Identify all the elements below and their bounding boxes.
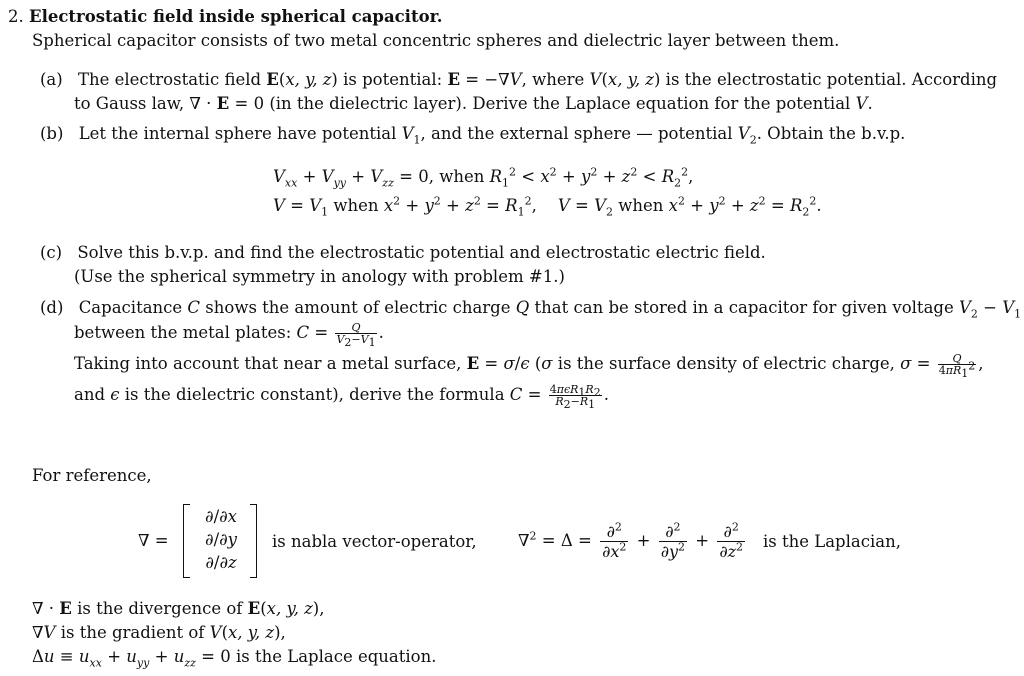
part-b-label: (b)	[40, 124, 64, 143]
part-d-line1: (d) Capacitance C shows the amount of electric charge Q that can be stored in a capacitor for given voltage $V_2 - V_1$	[40, 298, 1022, 321]
bvp-equation-2: $V = V_1$ when $x^2 + y^2 + z^2 = R_1^2$, $V = V_2$ when $x^2 + y^2 + z^2 = R_2^2$.	[273, 194, 822, 219]
problem-intro: Spherical capacitor consists of two metal concentric spheres and dielectric layer between them.	[32, 31, 840, 50]
nabla-symbol: ∇ =	[138, 531, 169, 550]
gradient-line: ∇V is the gradient of V(x, y, z),	[32, 623, 286, 642]
sigma-fraction: $\frac{Q}{4\pi R_1^2}$	[938, 352, 976, 381]
part-b-line1: (b) Let the internal sphere have potential $V_1$, and the external sphere — potential $V_2$. Obtain the b.v.p.	[40, 124, 906, 147]
part-a-line1: (a) The electrostatic field E(x, y, z) is potential: E = −∇V, where V(x, y, z) is the electrostatic potential. According	[40, 70, 998, 89]
capacitance-formula-fraction: $\frac{4\pi\epsilon R_1R_2}{R_2-R_1}$	[549, 383, 601, 412]
reference-heading: For reference,	[32, 466, 152, 485]
part-d-line2: between the metal plates: C = $\frac{Q}{V_2-V_1}$ .	[74, 321, 384, 350]
laplacian-description: is the Laplacian,	[763, 532, 901, 551]
bvp-equation-1: $V_{xx} + V_{yy} + V_{zz} = 0$, when $R_1^2 < x^2 + y^2 + z^2 < R_2^2$,	[273, 165, 694, 190]
part-c-line2: (Use the spherical symmetry in anology with problem #1.)	[74, 267, 565, 286]
part-c-line1: (c) Solve this b.v.p. and find the electrostatic potential and electrostatic electric field.	[40, 243, 766, 262]
problem-title: Electrostatic field inside spherical capacitor.	[29, 7, 443, 26]
nabla-description: is nabla vector-operator,	[272, 532, 477, 551]
part-c-label: (c)	[40, 243, 63, 262]
problem-number: 2.	[8, 7, 24, 26]
divergence-line: ∇ · E is the divergence of E(x, y, z),	[32, 599, 325, 618]
part-d-label: (d)	[40, 298, 64, 317]
problem-heading	[8, 7, 443, 27]
part-a-label: (a)	[40, 70, 63, 89]
laplace-equation-line: $\Delta u \equiv u_{xx} + u_{yy} + u_{zz} = 0$ is the Laplace equation.	[32, 647, 437, 670]
part-d-line4: and ϵ is the dielectric constant), derive the formula C = $\frac{4\pi\epsilon R_1R_2}{R_2-R_1}$ .	[74, 383, 609, 412]
nabla-matrix: ∂/∂x ∂/∂y ∂/∂z	[183, 504, 257, 578]
part-a-line2: to Gauss law, ∇ · E = 0 (in the dielectric layer). Derive the Laplace equation for the potential V.	[74, 94, 873, 113]
capacitance-fraction: $\frac{Q}{V_2-V_1}$	[336, 321, 376, 350]
part-d-line3: Taking into account that near a metal surface, E = σ/ϵ (σ is the surface density of electric charge, σ = $\frac{Q}{4\pi R_1^2}$ ,	[74, 352, 984, 381]
laplacian-formula: ∇$^2$ = Δ = $\frac{\partial^2}{\partial x^2}$ + $\frac{\partial^2}{\partial y^2}$ + $\frac{\partial^2}{\partial z^2}$	[518, 520, 744, 561]
